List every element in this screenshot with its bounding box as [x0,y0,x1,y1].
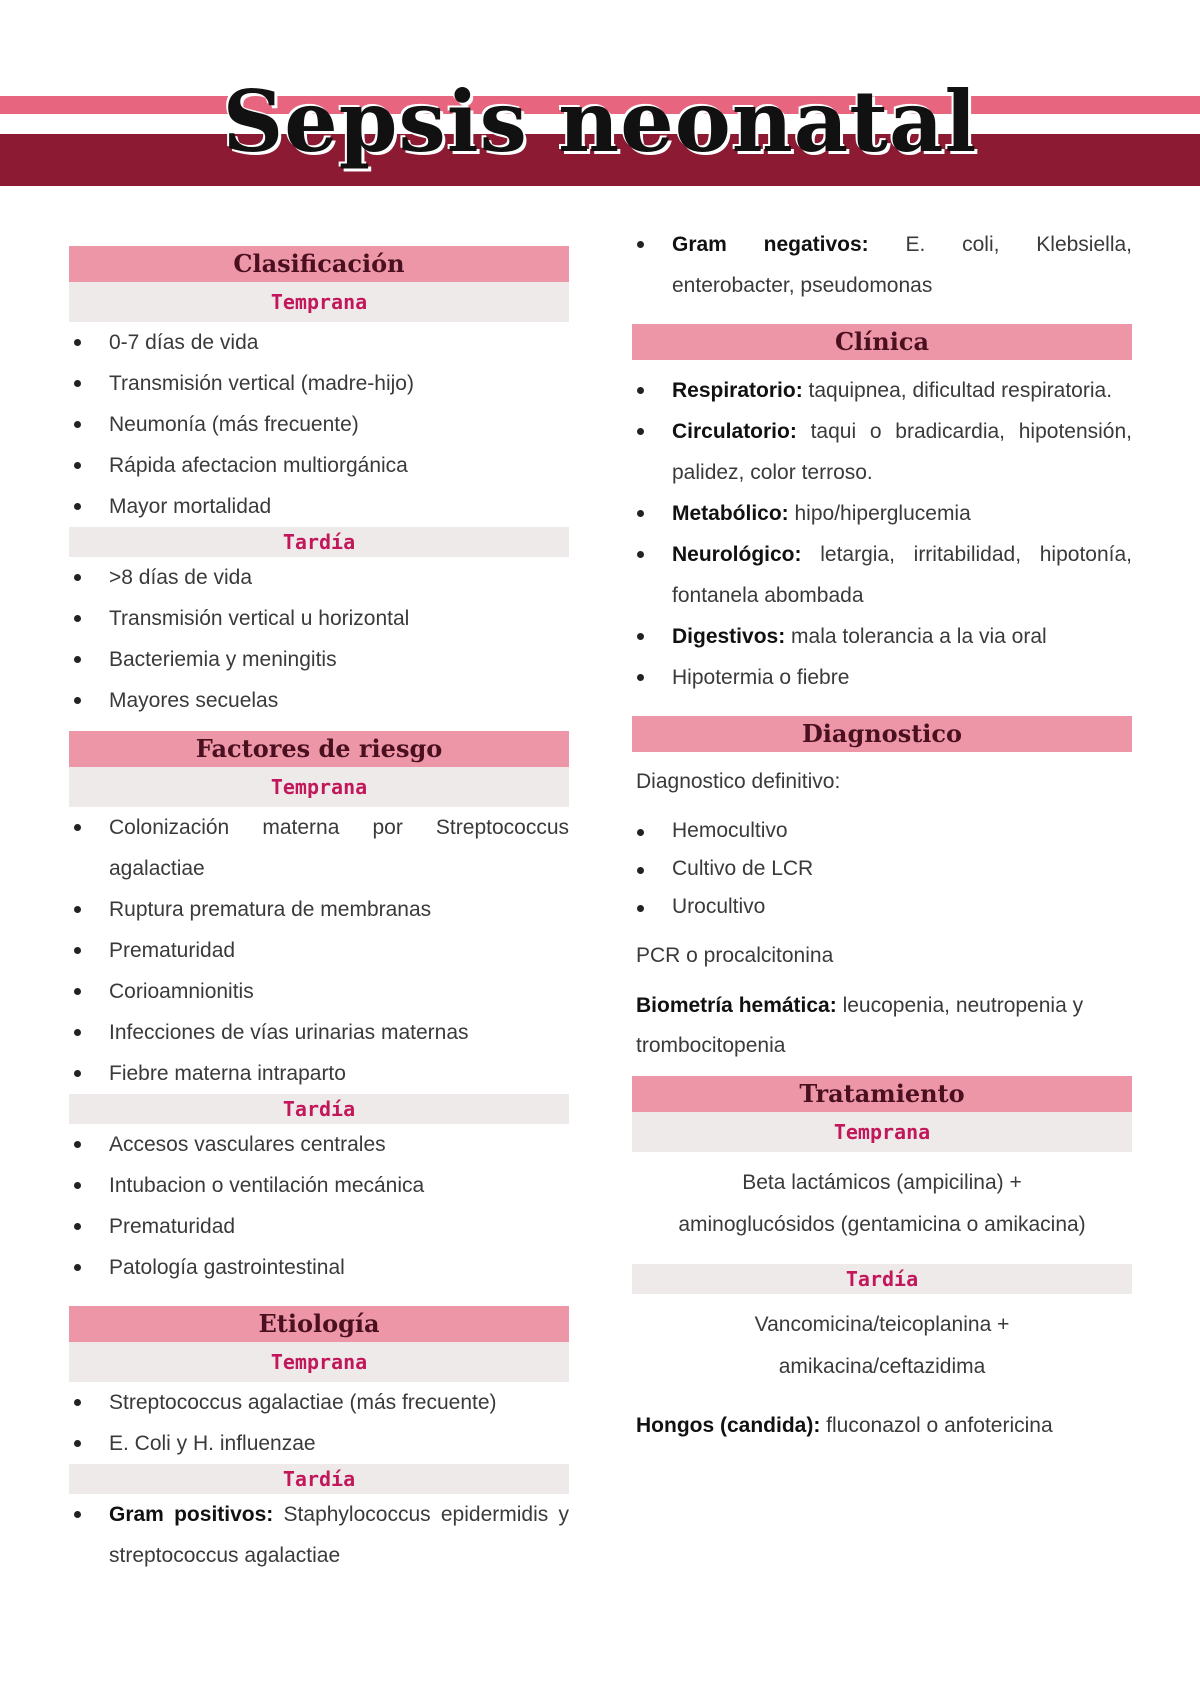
list-item: Infecciones de vías urinarias maternas [69,1012,569,1053]
subheader-temprana: Temprana [69,767,569,807]
diagnostico-definitivo-label: Diagnostico definitivo: [636,770,841,793]
list-item-gram-positivos [69,1494,569,1576]
subheader-tardia: Tardía [69,527,569,557]
tratamiento-tardia-line1: Vancomicina/teicoplanina + [754,1313,1010,1336]
list-item: Mayores secuelas [69,680,569,721]
list-item: Colonización materna por Streptococcus agalactiae [69,807,569,889]
item-text: E. coli, Klebsiella, enterobacter, pseudomonas [672,233,1132,297]
item-label: Gram negativos: [672,233,869,256]
list-factores-temprana [69,807,569,1094]
list-item: E. Coli y H. influenzae [69,1423,569,1464]
item-text: fluconazol o anfotericina [820,1414,1053,1437]
list-diagnostico [632,812,1132,926]
subheader-tardia: Tardía [632,1264,1132,1294]
list-item [632,370,1132,411]
section-header-etiologia: Etiología [69,1306,569,1342]
subheader-tardia: Tardía [69,1094,569,1124]
right-column [632,233,1132,1446]
item-text: leucopenia, neutropenia y trombocitopenia [636,994,1084,1057]
list-clasificacion-tardia [69,557,569,721]
tratamiento-hongos [632,1406,1132,1446]
item-label: Digestivos: [672,625,786,648]
list-item: Fiebre materna intraparto [69,1053,569,1094]
tratamiento-temprana-line2: aminoglucósidos (gentamicina o amikacina) [678,1213,1086,1236]
item-text: Hipotermia o fiebre [672,666,850,689]
item-text: taquipnea, dificultad respiratoria. [802,379,1113,402]
list-item: Rápida afectacion multiorgánica [69,445,569,486]
item-text: hipo/hiperglucemia [788,502,971,525]
list-item [632,657,1132,698]
list-factores-tardia [69,1124,569,1288]
item-text: mala tolerancia a la via oral [785,625,1047,648]
list-item: Prematuridad [69,930,569,971]
list-item: Transmisión vertical (madre-hijo) [69,363,569,404]
section-header-tratamiento: Tratamiento [632,1076,1132,1112]
item-text: letargia, irritabilidad, hipotonía, fontanela abombada [672,543,1132,607]
diagnostico-pcr: PCR o procalcitonina [636,944,834,967]
list-clinica [632,370,1132,698]
list-item: Bacteriemia y meningitis [69,639,569,680]
tratamiento-tardia-line2: amikacina/ceftazidima [778,1355,986,1378]
item-label: Gram positivos: [109,1503,274,1526]
item-label: Hongos (candida): [636,1414,821,1437]
list-clasificacion-temprana [69,322,569,527]
list-item: Mayor mortalidad [69,486,569,527]
item-label: Metabólico: [672,502,789,525]
list-item [632,493,1132,534]
tratamiento-temprana-line1: Beta lactámicos (ampicilina) + [742,1171,1022,1194]
list-item [632,411,1132,493]
list-item: Neumonía (más frecuente) [69,404,569,445]
subheader-temprana: Temprana [69,282,569,322]
item-label: Circulatorio: [672,420,797,443]
item-label: Neurológico: [672,543,802,566]
subheader-temprana: Temprana [632,1112,1132,1152]
list-etiologia-tardia [69,1494,569,1576]
list-item: 0-7 días de vida [69,322,569,363]
section-header-clinica: Clínica [632,324,1132,360]
list-item: Ruptura prematura de membranas [69,889,569,930]
subheader-temprana: Temprana [69,1342,569,1382]
list-item: Patología gastrointestinal [69,1247,569,1288]
list-item [632,616,1132,657]
list-item: Streptococcus agalactiae (más frecuente) [69,1382,569,1423]
item-text: taqui o bradicardia, hipotensión, palidez, color terroso. [672,420,1132,484]
list-item: Prematuridad [69,1206,569,1247]
list-etiologia-temprana [69,1382,569,1464]
list-item: Cultivo de LCR [632,850,1132,888]
item-text: Staphylococcus epidermidis y streptococcus agalactiae [109,1503,570,1567]
list-item: Transmisión vertical u horizontal [69,598,569,639]
list-item: Accesos vasculares centrales [69,1124,569,1165]
section-header-factores: Factores de riesgo [69,731,569,767]
list-etiologia-tardia-cont [632,224,1132,306]
diagnostico-biometria [632,986,1132,1066]
subheader-tardia: Tardía [69,1464,569,1494]
list-item: Urocultivo [632,888,1132,926]
list-item: Corioamnionitis [69,971,569,1012]
list-item: Intubacion o ventilación mecánica [69,1165,569,1206]
item-label: Biometría hemática: [636,994,837,1017]
item-label: Respiratorio: [672,379,803,402]
page-title: Sepsis neonatal [222,72,978,171]
left-column [69,246,569,1576]
list-item: Hemocultivo [632,812,1132,850]
list-item-gram-negativos [632,224,1132,306]
list-item: >8 días de vida [69,557,569,598]
section-header-clasificacion: Clasificación [69,246,569,282]
section-header-diagnostico: Diagnostico [632,716,1132,752]
list-item [632,534,1132,616]
